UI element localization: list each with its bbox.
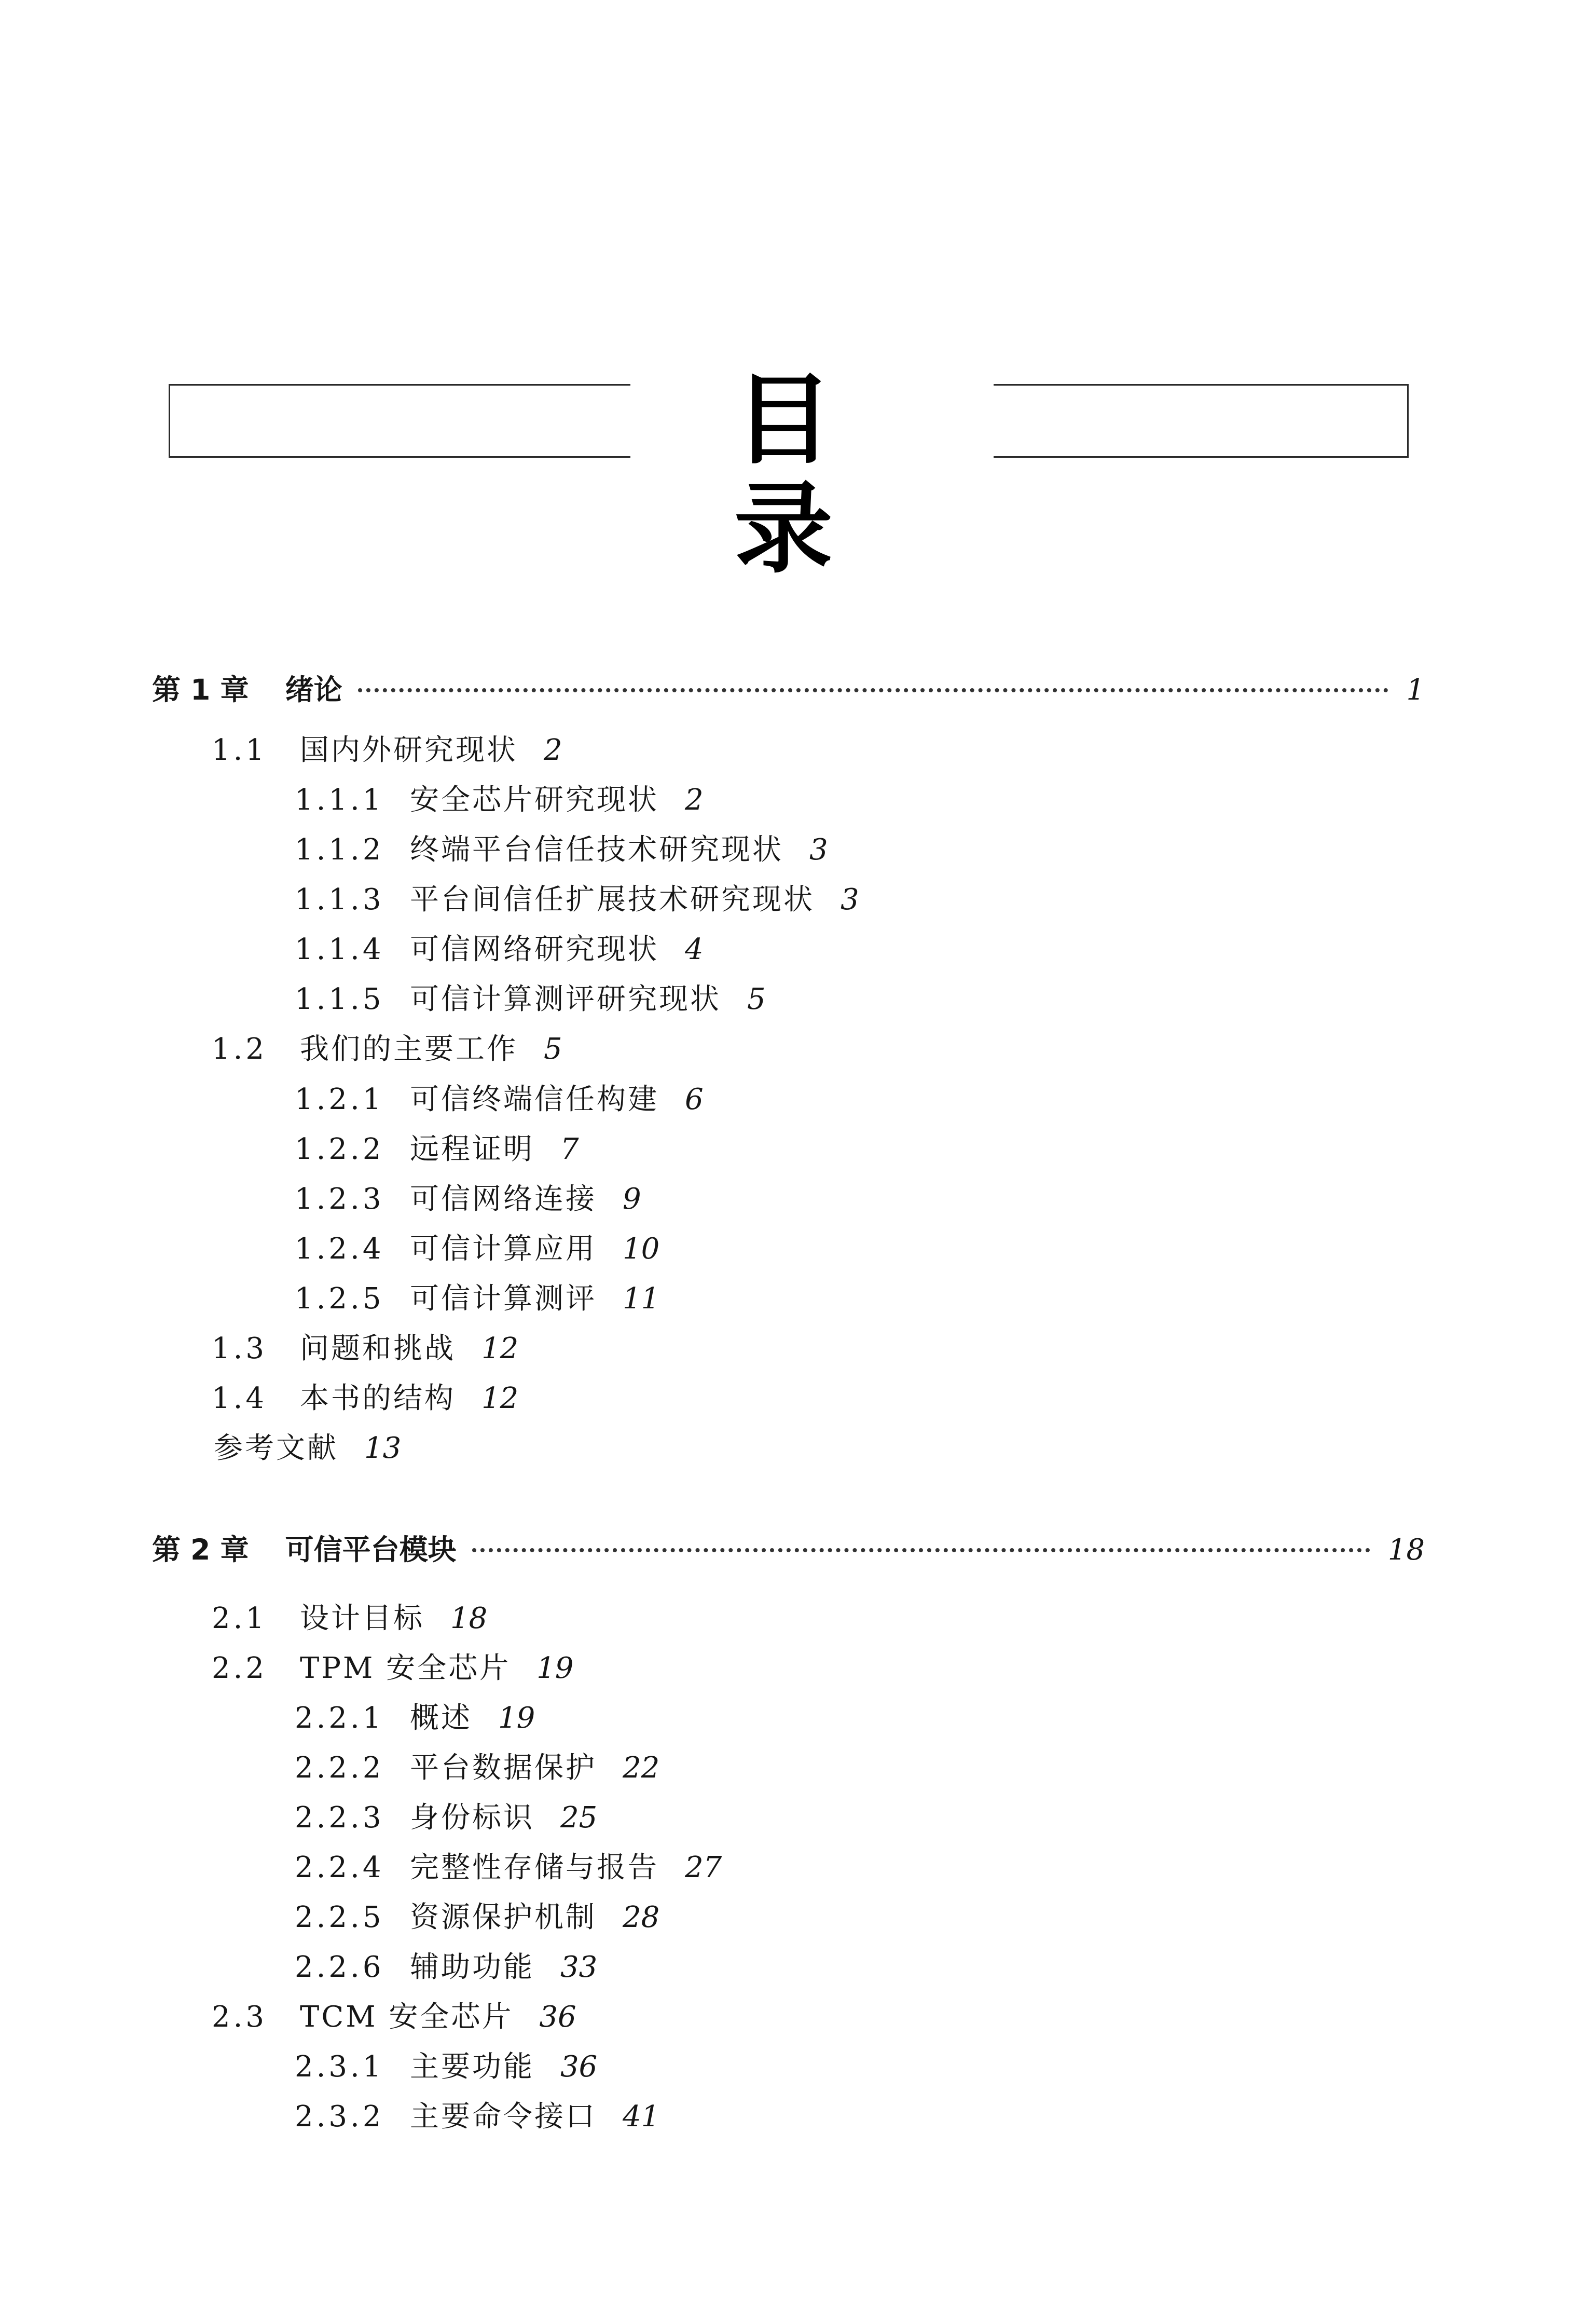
toc-entry[interactable] (295, 1799, 597, 1837)
entry-number: 2.2.4 (295, 1851, 384, 1884)
page-title: 目 录 (630, 366, 994, 475)
entry-page: 6 (685, 1083, 704, 1116)
entry-number: 1.1.3 (295, 883, 384, 917)
entry-page: 36 (560, 2050, 598, 2084)
chapter-title: 可信平台模块 (285, 1533, 457, 1566)
entry-title: 安全芯片研究现状 (410, 783, 659, 817)
entry-number: 2.2.6 (295, 1950, 384, 1984)
toc-entry[interactable] (295, 2048, 597, 2086)
toc-entry[interactable] (212, 1650, 573, 1687)
entry-number: 1.2.3 (295, 1182, 384, 1216)
entry-number: 2.2.2 (295, 1751, 384, 1785)
entry-number: 2.2 (212, 1651, 268, 1685)
entry-number: 2.3.2 (295, 2100, 384, 2134)
entry-number: 2.2.1 (295, 1701, 384, 1735)
entry-title: 远程证明 (410, 1132, 534, 1166)
entry-page: 11 (623, 1282, 660, 1316)
toc-entry[interactable] (295, 2098, 659, 2136)
toc-entry[interactable] (295, 1081, 704, 1118)
entry-title: 可信计算测评研究现状 (410, 982, 721, 1016)
entry-page: 2 (544, 733, 562, 767)
toc-entry[interactable] (295, 1849, 722, 1886)
entry-page: 12 (481, 1382, 519, 1415)
entry-title: 平台间信任扩展技术研究现状 (410, 883, 815, 917)
entry-number: 1.1.1 (295, 783, 384, 817)
toc-entry[interactable] (295, 831, 828, 869)
entry-number: 2.2.5 (295, 1901, 384, 1934)
toc-entry[interactable] (295, 1899, 659, 1936)
entry-title: 可信计算测评 (410, 1282, 597, 1316)
toc-entry[interactable] (212, 1031, 562, 1068)
entry-title: TPM 安全芯片 (300, 1651, 511, 1685)
entry-page: 13 (364, 1431, 402, 1465)
entry-title: 资源保护机制 (410, 1901, 597, 1934)
entry-title: 我们的主要工作 (300, 1032, 518, 1066)
entry-page: 19 (536, 1651, 574, 1685)
entry-title: 主要命令接口 (410, 2100, 597, 2134)
entry-number: 1.2.4 (295, 1232, 384, 1266)
entry-number: 1.1.2 (295, 833, 384, 867)
chapter-page: 18 (1387, 1533, 1425, 1567)
entry-number: 2.3 (212, 2000, 268, 2034)
entry-page: 33 (560, 1950, 598, 1984)
entry-page: 5 (747, 982, 766, 1016)
toc-entry[interactable] (212, 1600, 487, 1637)
toc-entry[interactable] (212, 1380, 518, 1417)
entry-page: 9 (623, 1182, 641, 1216)
toc-entry[interactable] (212, 1330, 518, 1368)
toc-entry[interactable] (295, 1700, 535, 1737)
entry-title: 本书的结构 (300, 1382, 456, 1415)
entry-title: 参考文献 (214, 1431, 338, 1465)
toc-entry[interactable] (295, 1231, 659, 1268)
entry-number: 1.1.4 (295, 933, 384, 966)
dot-leader (358, 688, 1389, 692)
chapter-title: 绪论 (285, 673, 342, 706)
toc-entry[interactable] (295, 1181, 641, 1218)
toc-entry[interactable] (295, 981, 766, 1018)
toc-entry[interactable] (212, 1999, 576, 2036)
entry-number: 2.3.1 (295, 2050, 384, 2084)
toc-entry[interactable] (295, 1280, 659, 1318)
entry-number: 1.1.5 (295, 982, 384, 1016)
entry-number: 1.2.1 (295, 1083, 384, 1116)
entry-title: TCM 安全芯片 (300, 2000, 514, 2034)
entry-page: 4 (685, 933, 704, 966)
entry-title: 可信网络研究现状 (410, 933, 659, 966)
entry-number: 2.1 (212, 1602, 268, 1635)
entry-title: 可信计算应用 (410, 1232, 597, 1266)
entry-number: 1.3 (212, 1332, 268, 1365)
entry-title: 身份标识 (410, 1801, 534, 1835)
toc-entry[interactable] (295, 881, 859, 919)
entry-page: 12 (481, 1332, 519, 1365)
toc-chapter[interactable] (152, 1531, 1425, 1568)
entry-page: 25 (560, 1801, 598, 1835)
toc-entry[interactable] (295, 1949, 597, 1986)
entry-number: 1.2 (212, 1032, 268, 1066)
entry-page: 5 (544, 1032, 562, 1066)
entry-page: 2 (685, 783, 704, 817)
entry-page: 3 (809, 833, 828, 867)
toc-entry[interactable] (295, 1749, 659, 1787)
entry-title: 可信网络连接 (410, 1182, 597, 1216)
entry-page: 22 (623, 1751, 660, 1785)
entry-page: 10 (623, 1232, 660, 1266)
entry-number: 2.2.3 (295, 1801, 384, 1835)
chapter-page: 1 (1406, 673, 1425, 707)
entry-page: 27 (685, 1851, 722, 1884)
entry-page: 36 (539, 2000, 576, 2034)
toc-chapter[interactable] (152, 671, 1425, 708)
entry-number: 1.2.5 (295, 1282, 384, 1316)
toc-entry[interactable] (214, 1430, 401, 1467)
entry-page: 19 (498, 1701, 535, 1735)
entry-title: 设计目标 (300, 1602, 424, 1635)
entry-title: 概述 (410, 1701, 472, 1735)
entry-title: 终端平台信任技术研究现状 (410, 833, 783, 867)
entry-page: 7 (560, 1132, 579, 1166)
entry-title: 可信终端信任构建 (410, 1083, 659, 1116)
entry-page: 18 (450, 1602, 488, 1635)
toc-entry[interactable] (212, 732, 562, 769)
toc-entry[interactable] (295, 931, 704, 968)
toc-entry[interactable] (295, 782, 704, 819)
entry-number: 1.2.2 (295, 1132, 384, 1166)
entry-page: 28 (623, 1901, 660, 1934)
entry-title: 辅助功能 (410, 1950, 534, 1984)
entry-page: 3 (841, 883, 859, 917)
toc-entry[interactable] (295, 1131, 579, 1168)
entry-page: 41 (623, 2100, 660, 2134)
entry-title: 平台数据保护 (410, 1751, 597, 1785)
entry-number: 1.1 (212, 733, 268, 767)
chapter-number: 第 2 章 (152, 1533, 249, 1566)
entry-title: 国内外研究现状 (300, 733, 518, 767)
entry-number: 1.4 (212, 1382, 268, 1415)
entry-title: 主要功能 (410, 2050, 534, 2084)
title-banner (169, 363, 1414, 586)
entry-title: 完整性存储与报告 (410, 1851, 659, 1884)
chapter-number: 第 1 章 (152, 673, 249, 706)
dot-leader (472, 1548, 1370, 1552)
entry-title: 问题和挑战 (300, 1332, 456, 1365)
